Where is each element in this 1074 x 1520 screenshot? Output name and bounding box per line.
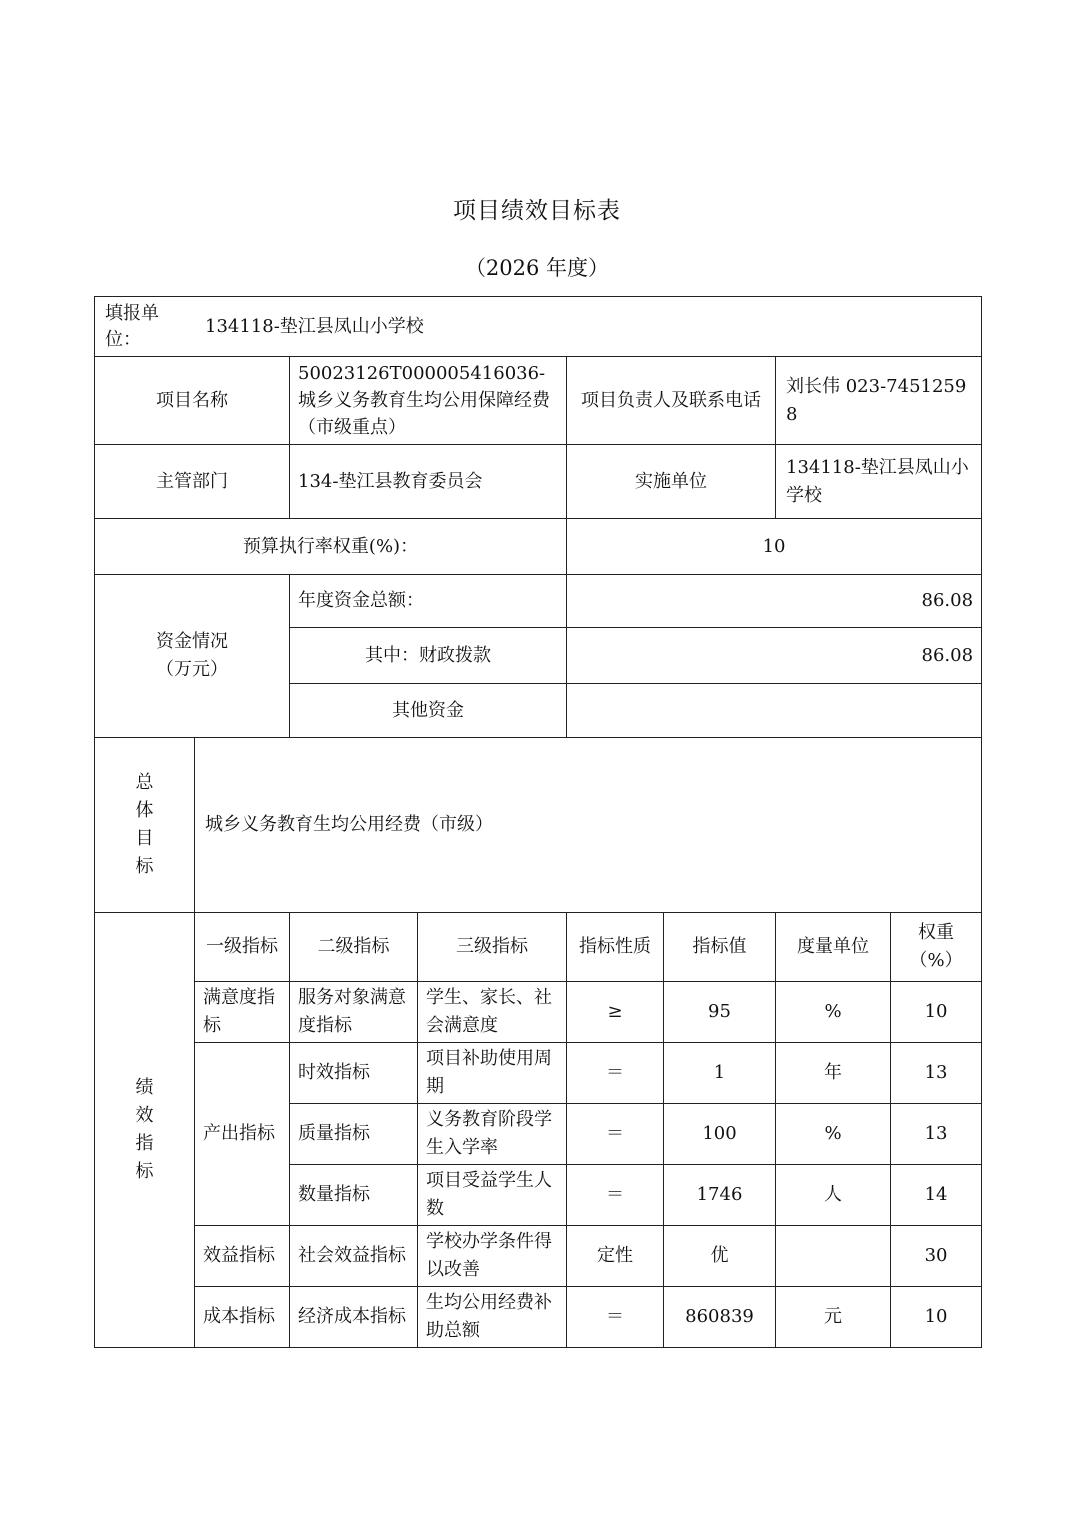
row-value: 100 [664,1104,776,1165]
row-l3: 学校办学条件得以改善 [418,1226,567,1287]
funds-total-label: 年度资金总额： [290,575,567,628]
header-nature: 指标性质 [567,913,664,982]
header-weight: 权重（%） [891,913,982,982]
table-row [95,1043,982,1104]
funds-total-row: 资金情况 （万元） 年度资金总额： 86.08 [95,575,982,628]
row-nature: ＝ [567,1287,664,1348]
project-name-label: 项目名称 [95,357,290,445]
performance-target-table [94,296,982,1348]
row-nature: ＝ [567,1043,664,1104]
row-unit: 年 [776,1043,891,1104]
page-subtitle: （2026 年度） [464,256,610,280]
overall-goal-row [95,738,982,913]
funds-fiscal-label: 其中：财政拨款 [290,628,567,684]
dept-value: 134-垫江县教育委员会 [290,445,567,519]
row-value: 1746 [664,1165,776,1226]
row-weight: 13 [891,1043,982,1104]
row-value: 1 [664,1043,776,1104]
group-output: 产出指标 [195,1043,290,1226]
row-unit: % [776,1104,891,1165]
header-l1: 一级指标 [195,913,290,982]
table-row [95,982,982,1043]
row-unit: 人 [776,1165,891,1226]
budget-weight-value: 10 [567,519,982,575]
funds-other-label: 其他资金 [290,684,567,738]
row-l2: 社会效益指标 [290,1226,418,1287]
row-l3: 项目受益学生人数 [418,1165,567,1226]
page-title: 项目绩效目标表 [453,198,621,224]
report-unit-value: 134118-垫江县凤山小学校 [205,315,424,337]
row-unit: % [776,982,891,1043]
row-weight: 30 [891,1226,982,1287]
dept-row [95,445,982,519]
row-weight: 10 [891,982,982,1043]
row-l3: 生均公用经费补助总额 [418,1287,567,1348]
group-satisfaction: 满意度指标 [195,982,290,1043]
row-weight: 13 [891,1104,982,1165]
table-row [95,1287,982,1348]
row-l2: 数量指标 [290,1165,418,1226]
impl-unit-label: 实施单位 [567,445,776,519]
dept-label: 主管部门 [95,445,290,519]
row-unit: 元 [776,1287,891,1348]
project-name-value: 50023126T000005416036-城乡义务教育生均公用保障经费（市级重点） [290,357,567,445]
row-l3: 学生、家长、社会满意度 [418,982,567,1043]
row-weight: 10 [891,1287,982,1348]
project-contact-value: 刘长伟 023-74512598 [776,357,982,445]
funds-label: 资金情况 [156,631,228,652]
table-row [95,1226,982,1287]
row-l3: 义务教育阶段学生入学率 [418,1104,567,1165]
row-nature: ≥ [567,982,664,1043]
project-row [95,357,982,445]
row-value: 860839 [664,1287,776,1348]
header-value: 指标值 [664,913,776,982]
overall-goal-text: 城乡义务教育生均公用经费（市级） [195,738,982,913]
funds-other-value [567,684,982,738]
row-l3: 项目补助使用周期 [418,1043,567,1104]
row-l2: 经济成本指标 [290,1287,418,1348]
group-cost: 成本指标 [195,1287,290,1348]
row-nature: 定性 [567,1226,664,1287]
impl-unit-value: 134118-垫江县凤山小学校 [776,445,982,519]
budget-weight-label: 预算执行率权重(%)： [95,519,567,575]
group-benefit: 效益指标 [195,1226,290,1287]
perf-header-row [95,913,982,982]
funds-total-value: 86.08 [567,575,982,628]
header-l2: 二级指标 [290,913,418,982]
budget-row [95,519,982,575]
project-contact-label: 项目负责人及联系电话 [567,357,776,445]
row-weight: 14 [891,1165,982,1226]
header-l3: 三级指标 [418,913,567,982]
row-value: 优 [664,1226,776,1287]
row-nature: ＝ [567,1165,664,1226]
overall-goal-label: 总 体 目 标 [95,738,195,913]
report-unit-label: 填报单位： [105,302,159,350]
row-value: 95 [664,982,776,1043]
row-l2: 质量指标 [290,1104,418,1165]
header-unit: 度量单位 [776,913,891,982]
row-l2: 时效指标 [290,1043,418,1104]
row-nature: ＝ [567,1104,664,1165]
perf-indicator-label: 绩 效 指 标 [95,913,195,1348]
row-unit [776,1226,891,1287]
report-unit-row [95,297,982,357]
funds-fiscal-value: 86.08 [567,628,982,684]
row-l2: 服务对象满意度指标 [290,982,418,1043]
